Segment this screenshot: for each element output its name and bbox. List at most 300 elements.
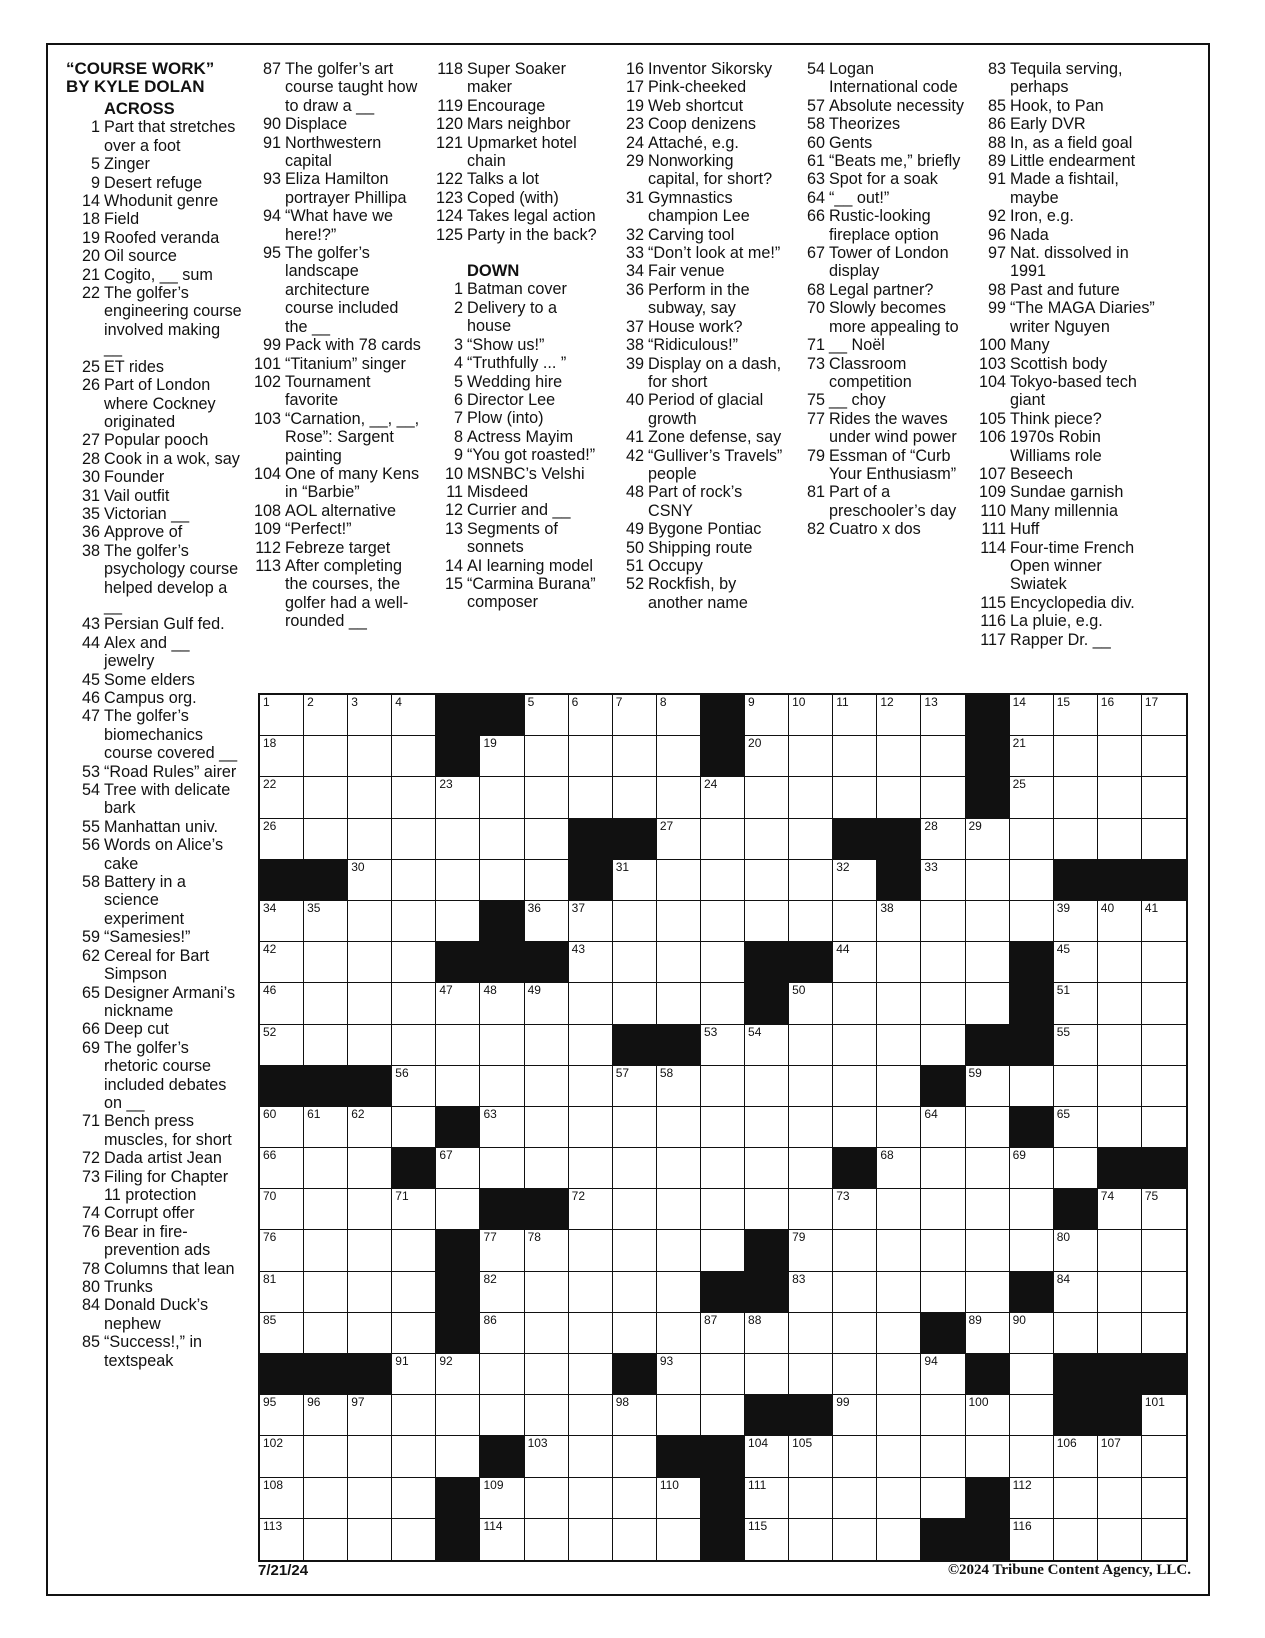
grid-cell[interactable] bbox=[1098, 1230, 1142, 1271]
grid-cell[interactable] bbox=[1142, 1313, 1186, 1354]
grid-cell[interactable] bbox=[1054, 901, 1098, 942]
grid-cell[interactable] bbox=[921, 1395, 965, 1436]
grid-cell[interactable] bbox=[1054, 695, 1098, 736]
grid-cell[interactable] bbox=[1142, 1519, 1186, 1560]
grid-cell[interactable] bbox=[348, 819, 392, 860]
grid-cell[interactable] bbox=[1142, 901, 1186, 942]
grid-cell[interactable] bbox=[525, 736, 569, 777]
grid-cell[interactable] bbox=[745, 1478, 789, 1519]
grid-cell[interactable] bbox=[657, 777, 701, 818]
grid-cell[interactable] bbox=[348, 1395, 392, 1436]
grid-cell[interactable] bbox=[480, 819, 524, 860]
grid-cell[interactable] bbox=[348, 1230, 392, 1271]
grid-cell[interactable] bbox=[877, 1313, 921, 1354]
grid-cell[interactable] bbox=[392, 819, 436, 860]
grid-cell[interactable] bbox=[1142, 1436, 1186, 1477]
grid-cell[interactable] bbox=[1054, 1025, 1098, 1066]
grid-cell[interactable] bbox=[436, 819, 480, 860]
grid-cell[interactable] bbox=[877, 901, 921, 942]
grid-cell[interactable] bbox=[966, 1272, 1010, 1313]
grid-cell[interactable] bbox=[966, 1395, 1010, 1436]
grid-cell[interactable] bbox=[569, 1436, 613, 1477]
grid-cell[interactable] bbox=[745, 1066, 789, 1107]
grid-cell[interactable] bbox=[966, 942, 1010, 983]
grid-cell[interactable] bbox=[480, 1107, 524, 1148]
grid-cell[interactable] bbox=[701, 819, 745, 860]
grid-cell[interactable] bbox=[789, 1519, 833, 1560]
grid-cell[interactable] bbox=[480, 1478, 524, 1519]
grid-cell[interactable] bbox=[1054, 777, 1098, 818]
grid-cell[interactable] bbox=[1054, 1478, 1098, 1519]
grid-cell[interactable] bbox=[833, 1436, 877, 1477]
grid-cell[interactable] bbox=[921, 1230, 965, 1271]
grid-cell[interactable] bbox=[1010, 1436, 1054, 1477]
grid-cell[interactable] bbox=[701, 1395, 745, 1436]
grid-cell[interactable] bbox=[525, 1436, 569, 1477]
grid-cell[interactable] bbox=[921, 1148, 965, 1189]
grid-cell[interactable] bbox=[966, 983, 1010, 1024]
grid-cell[interactable] bbox=[657, 1395, 701, 1436]
grid-cell[interactable] bbox=[701, 983, 745, 1024]
grid-cell[interactable] bbox=[1010, 1230, 1054, 1271]
grid-cell[interactable] bbox=[966, 819, 1010, 860]
grid-cell[interactable] bbox=[613, 1395, 657, 1436]
grid-cell[interactable] bbox=[1142, 1025, 1186, 1066]
grid-cell[interactable] bbox=[613, 1066, 657, 1107]
grid-cell[interactable] bbox=[260, 1436, 304, 1477]
grid-cell[interactable] bbox=[1142, 1395, 1186, 1436]
grid-cell[interactable] bbox=[1142, 777, 1186, 818]
grid-cell[interactable] bbox=[525, 1313, 569, 1354]
grid-cell[interactable] bbox=[613, 1313, 657, 1354]
grid-cell[interactable] bbox=[392, 777, 436, 818]
grid-cell[interactable] bbox=[1142, 942, 1186, 983]
grid-cell[interactable] bbox=[525, 1230, 569, 1271]
grid-cell[interactable] bbox=[525, 1107, 569, 1148]
grid-cell[interactable] bbox=[877, 1519, 921, 1560]
grid-cell[interactable] bbox=[789, 736, 833, 777]
grid-cell[interactable] bbox=[789, 983, 833, 1024]
grid-cell[interactable] bbox=[789, 860, 833, 901]
grid-cell[interactable] bbox=[304, 1272, 348, 1313]
grid-cell[interactable] bbox=[657, 1272, 701, 1313]
grid-cell[interactable] bbox=[613, 1148, 657, 1189]
grid-cell[interactable] bbox=[833, 1354, 877, 1395]
grid-cell[interactable] bbox=[348, 1107, 392, 1148]
grid-cell[interactable] bbox=[877, 1066, 921, 1107]
grid-cell[interactable] bbox=[833, 1025, 877, 1066]
grid-cell[interactable] bbox=[480, 1519, 524, 1560]
grid-cell[interactable] bbox=[701, 1189, 745, 1230]
grid-cell[interactable] bbox=[480, 777, 524, 818]
grid-cell[interactable] bbox=[921, 983, 965, 1024]
grid-cell[interactable] bbox=[657, 1519, 701, 1560]
grid-cell[interactable] bbox=[392, 1395, 436, 1436]
grid-cell[interactable] bbox=[745, 819, 789, 860]
grid-cell[interactable] bbox=[569, 901, 613, 942]
grid-cell[interactable] bbox=[525, 1395, 569, 1436]
grid-cell[interactable] bbox=[348, 860, 392, 901]
grid-cell[interactable] bbox=[569, 1395, 613, 1436]
grid-cell[interactable] bbox=[833, 983, 877, 1024]
grid-cell[interactable] bbox=[525, 1478, 569, 1519]
grid-cell[interactable] bbox=[1010, 1313, 1054, 1354]
grid-cell[interactable] bbox=[1010, 1066, 1054, 1107]
grid-cell[interactable] bbox=[569, 1272, 613, 1313]
grid-cell[interactable] bbox=[1098, 983, 1142, 1024]
grid-cell[interactable] bbox=[525, 1148, 569, 1189]
grid-cell[interactable] bbox=[657, 983, 701, 1024]
grid-cell[interactable] bbox=[480, 983, 524, 1024]
grid-cell[interactable] bbox=[833, 1478, 877, 1519]
grid-cell[interactable] bbox=[921, 942, 965, 983]
grid-cell[interactable] bbox=[348, 1189, 392, 1230]
grid-cell[interactable] bbox=[877, 1478, 921, 1519]
grid-cell[interactable] bbox=[613, 777, 657, 818]
grid-cell[interactable] bbox=[525, 860, 569, 901]
grid-cell[interactable] bbox=[304, 1230, 348, 1271]
grid-cell[interactable] bbox=[1098, 1313, 1142, 1354]
grid-cell[interactable] bbox=[966, 1148, 1010, 1189]
grid-cell[interactable] bbox=[260, 1230, 304, 1271]
grid-cell[interactable] bbox=[745, 1025, 789, 1066]
grid-cell[interactable] bbox=[1054, 1272, 1098, 1313]
grid-cell[interactable] bbox=[392, 1272, 436, 1313]
grid-cell[interactable] bbox=[569, 1148, 613, 1189]
grid-cell[interactable] bbox=[877, 1107, 921, 1148]
grid-cell[interactable] bbox=[1142, 1107, 1186, 1148]
grid-cell[interactable] bbox=[701, 901, 745, 942]
grid-cell[interactable] bbox=[789, 1066, 833, 1107]
grid-cell[interactable] bbox=[480, 736, 524, 777]
grid-cell[interactable] bbox=[657, 1148, 701, 1189]
grid-cell[interactable] bbox=[701, 1025, 745, 1066]
grid-cell[interactable] bbox=[657, 695, 701, 736]
grid-cell[interactable] bbox=[260, 1189, 304, 1230]
grid-cell[interactable] bbox=[877, 777, 921, 818]
grid-cell[interactable] bbox=[1054, 983, 1098, 1024]
grid-cell[interactable] bbox=[833, 1272, 877, 1313]
grid-cell[interactable] bbox=[260, 1313, 304, 1354]
grid-cell[interactable] bbox=[260, 1478, 304, 1519]
grid-cell[interactable] bbox=[1010, 695, 1054, 736]
grid-cell[interactable] bbox=[392, 1436, 436, 1477]
grid-cell[interactable] bbox=[1010, 777, 1054, 818]
grid-cell[interactable] bbox=[480, 1148, 524, 1189]
grid-cell[interactable] bbox=[833, 901, 877, 942]
grid-cell[interactable] bbox=[921, 1189, 965, 1230]
grid-cell[interactable] bbox=[392, 942, 436, 983]
grid-cell[interactable] bbox=[657, 1189, 701, 1230]
grid-cell[interactable] bbox=[1010, 819, 1054, 860]
grid-cell[interactable] bbox=[921, 736, 965, 777]
grid-cell[interactable] bbox=[877, 1272, 921, 1313]
grid-cell[interactable] bbox=[701, 1230, 745, 1271]
grid-cell[interactable] bbox=[260, 1025, 304, 1066]
grid-cell[interactable] bbox=[569, 1025, 613, 1066]
grid-cell[interactable] bbox=[966, 1066, 1010, 1107]
grid-cell[interactable] bbox=[745, 1313, 789, 1354]
grid-cell[interactable] bbox=[304, 1189, 348, 1230]
grid-cell[interactable] bbox=[789, 1025, 833, 1066]
grid-cell[interactable] bbox=[877, 1189, 921, 1230]
grid-cell[interactable] bbox=[701, 1313, 745, 1354]
grid-cell[interactable] bbox=[480, 1313, 524, 1354]
grid-cell[interactable] bbox=[569, 1066, 613, 1107]
grid-cell[interactable] bbox=[789, 1107, 833, 1148]
grid-cell[interactable] bbox=[392, 695, 436, 736]
grid-cell[interactable] bbox=[392, 1519, 436, 1560]
grid-cell[interactable] bbox=[789, 1313, 833, 1354]
grid-cell[interactable] bbox=[966, 1107, 1010, 1148]
grid-cell[interactable] bbox=[877, 1436, 921, 1477]
grid-cell[interactable] bbox=[877, 695, 921, 736]
grid-cell[interactable] bbox=[966, 1189, 1010, 1230]
grid-cell[interactable] bbox=[1098, 1272, 1142, 1313]
grid-cell[interactable] bbox=[657, 819, 701, 860]
grid-cell[interactable] bbox=[701, 1148, 745, 1189]
grid-cell[interactable] bbox=[304, 1107, 348, 1148]
grid-cell[interactable] bbox=[613, 1519, 657, 1560]
grid-cell[interactable] bbox=[877, 1025, 921, 1066]
grid-cell[interactable] bbox=[745, 901, 789, 942]
grid-cell[interactable] bbox=[392, 1313, 436, 1354]
grid-cell[interactable] bbox=[1142, 1478, 1186, 1519]
grid-cell[interactable] bbox=[1098, 1189, 1142, 1230]
grid-cell[interactable] bbox=[260, 1148, 304, 1189]
grid-cell[interactable] bbox=[701, 1066, 745, 1107]
grid-cell[interactable] bbox=[392, 1066, 436, 1107]
grid-cell[interactable] bbox=[877, 1148, 921, 1189]
grid-cell[interactable] bbox=[392, 983, 436, 1024]
grid-cell[interactable] bbox=[569, 1189, 613, 1230]
grid-cell[interactable] bbox=[1098, 942, 1142, 983]
grid-cell[interactable] bbox=[348, 736, 392, 777]
grid-cell[interactable] bbox=[789, 1478, 833, 1519]
grid-cell[interactable] bbox=[348, 942, 392, 983]
grid-cell[interactable] bbox=[348, 1272, 392, 1313]
grid-cell[interactable] bbox=[436, 777, 480, 818]
grid-cell[interactable] bbox=[392, 901, 436, 942]
grid-cell[interactable] bbox=[348, 1519, 392, 1560]
grid-cell[interactable] bbox=[833, 1395, 877, 1436]
grid-cell[interactable] bbox=[304, 942, 348, 983]
grid-cell[interactable] bbox=[789, 819, 833, 860]
grid-cell[interactable] bbox=[833, 860, 877, 901]
grid-cell[interactable] bbox=[789, 777, 833, 818]
grid-cell[interactable] bbox=[921, 1478, 965, 1519]
grid-cell[interactable] bbox=[613, 1230, 657, 1271]
grid-cell[interactable] bbox=[1010, 1519, 1054, 1560]
grid-cell[interactable] bbox=[877, 942, 921, 983]
grid-cell[interactable] bbox=[877, 1230, 921, 1271]
grid-cell[interactable] bbox=[436, 901, 480, 942]
grid-cell[interactable] bbox=[921, 1436, 965, 1477]
grid-cell[interactable] bbox=[613, 1478, 657, 1519]
grid-cell[interactable] bbox=[657, 860, 701, 901]
grid-cell[interactable] bbox=[569, 1519, 613, 1560]
grid-cell[interactable] bbox=[1010, 901, 1054, 942]
grid-cell[interactable] bbox=[1142, 1189, 1186, 1230]
grid-cell[interactable] bbox=[1010, 736, 1054, 777]
grid-cell[interactable] bbox=[833, 1189, 877, 1230]
grid-cell[interactable] bbox=[833, 736, 877, 777]
grid-cell[interactable] bbox=[833, 942, 877, 983]
grid-cell[interactable] bbox=[966, 1313, 1010, 1354]
grid-cell[interactable] bbox=[745, 860, 789, 901]
grid-cell[interactable] bbox=[921, 1025, 965, 1066]
grid-cell[interactable] bbox=[745, 1189, 789, 1230]
grid-cell[interactable] bbox=[1142, 695, 1186, 736]
grid-cell[interactable] bbox=[392, 1478, 436, 1519]
grid-cell[interactable] bbox=[525, 819, 569, 860]
grid-cell[interactable] bbox=[745, 1354, 789, 1395]
grid-cell[interactable] bbox=[877, 1354, 921, 1395]
grid-cell[interactable] bbox=[745, 777, 789, 818]
grid-cell[interactable] bbox=[304, 983, 348, 1024]
grid-cell[interactable] bbox=[1054, 1066, 1098, 1107]
grid-cell[interactable] bbox=[304, 777, 348, 818]
grid-cell[interactable] bbox=[525, 1272, 569, 1313]
grid-cell[interactable] bbox=[348, 901, 392, 942]
grid-cell[interactable] bbox=[966, 860, 1010, 901]
grid-cell[interactable] bbox=[657, 736, 701, 777]
grid-cell[interactable] bbox=[348, 1436, 392, 1477]
grid-cell[interactable] bbox=[1098, 1066, 1142, 1107]
grid-cell[interactable] bbox=[392, 1025, 436, 1066]
grid-cell[interactable] bbox=[569, 942, 613, 983]
grid-cell[interactable] bbox=[304, 1478, 348, 1519]
grid-cell[interactable] bbox=[436, 983, 480, 1024]
grid-cell[interactable] bbox=[480, 1272, 524, 1313]
grid-cell[interactable] bbox=[1098, 819, 1142, 860]
grid-cell[interactable] bbox=[348, 1148, 392, 1189]
grid-cell[interactable] bbox=[1054, 942, 1098, 983]
grid-cell[interactable] bbox=[348, 983, 392, 1024]
grid-cell[interactable] bbox=[1010, 1478, 1054, 1519]
grid-cell[interactable] bbox=[921, 1272, 965, 1313]
grid-cell[interactable] bbox=[1142, 983, 1186, 1024]
grid-cell[interactable] bbox=[657, 901, 701, 942]
grid-cell[interactable] bbox=[348, 1313, 392, 1354]
grid-cell[interactable] bbox=[1142, 1230, 1186, 1271]
grid-cell[interactable] bbox=[613, 901, 657, 942]
grid-cell[interactable] bbox=[745, 695, 789, 736]
grid-cell[interactable] bbox=[789, 1230, 833, 1271]
grid-cell[interactable] bbox=[480, 1025, 524, 1066]
grid-cell[interactable] bbox=[260, 1272, 304, 1313]
grid-cell[interactable] bbox=[877, 736, 921, 777]
grid-cell[interactable] bbox=[701, 942, 745, 983]
grid-cell[interactable] bbox=[436, 1066, 480, 1107]
grid-cell[interactable] bbox=[613, 1189, 657, 1230]
grid-cell[interactable] bbox=[436, 1354, 480, 1395]
grid-cell[interactable] bbox=[304, 1519, 348, 1560]
grid-cell[interactable] bbox=[480, 1066, 524, 1107]
grid-cell[interactable] bbox=[304, 1025, 348, 1066]
grid-cell[interactable] bbox=[833, 1313, 877, 1354]
grid-cell[interactable] bbox=[701, 1354, 745, 1395]
grid-cell[interactable] bbox=[569, 1478, 613, 1519]
grid-cell[interactable] bbox=[348, 777, 392, 818]
grid-cell[interactable] bbox=[745, 1519, 789, 1560]
grid-cell[interactable] bbox=[436, 1148, 480, 1189]
grid-cell[interactable] bbox=[657, 1354, 701, 1395]
grid-cell[interactable] bbox=[613, 1436, 657, 1477]
grid-cell[interactable] bbox=[569, 1354, 613, 1395]
grid-cell[interactable] bbox=[966, 1230, 1010, 1271]
grid-cell[interactable] bbox=[1098, 1107, 1142, 1148]
grid-cell[interactable] bbox=[745, 1436, 789, 1477]
grid-cell[interactable] bbox=[657, 1230, 701, 1271]
grid-cell[interactable] bbox=[833, 1066, 877, 1107]
grid-cell[interactable] bbox=[833, 695, 877, 736]
grid-cell[interactable] bbox=[436, 860, 480, 901]
grid-cell[interactable] bbox=[789, 1148, 833, 1189]
grid-cell[interactable] bbox=[789, 1272, 833, 1313]
grid-cell[interactable] bbox=[1098, 1478, 1142, 1519]
grid-cell[interactable] bbox=[1054, 1230, 1098, 1271]
grid-cell[interactable] bbox=[1098, 736, 1142, 777]
grid-cell[interactable] bbox=[1098, 1025, 1142, 1066]
grid-cell[interactable] bbox=[1010, 1189, 1054, 1230]
grid-cell[interactable] bbox=[966, 1436, 1010, 1477]
grid-cell[interactable] bbox=[1054, 1519, 1098, 1560]
grid-cell[interactable] bbox=[569, 695, 613, 736]
grid-cell[interactable] bbox=[480, 860, 524, 901]
grid-cell[interactable] bbox=[525, 1519, 569, 1560]
grid-cell[interactable] bbox=[657, 1478, 701, 1519]
grid-cell[interactable] bbox=[525, 1354, 569, 1395]
grid-cell[interactable] bbox=[260, 819, 304, 860]
grid-cell[interactable] bbox=[525, 777, 569, 818]
grid-cell[interactable] bbox=[304, 1148, 348, 1189]
grid-cell[interactable] bbox=[657, 942, 701, 983]
grid-cell[interactable] bbox=[613, 983, 657, 1024]
grid-cell[interactable] bbox=[701, 860, 745, 901]
grid-cell[interactable] bbox=[480, 1354, 524, 1395]
grid-cell[interactable] bbox=[921, 1107, 965, 1148]
grid-cell[interactable] bbox=[436, 1395, 480, 1436]
grid-cell[interactable] bbox=[1098, 1519, 1142, 1560]
grid-cell[interactable] bbox=[304, 1313, 348, 1354]
grid-cell[interactable] bbox=[260, 1107, 304, 1148]
grid-cell[interactable] bbox=[1054, 1107, 1098, 1148]
grid-cell[interactable] bbox=[569, 1107, 613, 1148]
grid-cell[interactable] bbox=[260, 901, 304, 942]
grid-cell[interactable] bbox=[260, 1519, 304, 1560]
grid-cell[interactable] bbox=[260, 695, 304, 736]
grid-cell[interactable] bbox=[657, 1313, 701, 1354]
grid-cell[interactable] bbox=[877, 1395, 921, 1436]
grid-cell[interactable] bbox=[921, 860, 965, 901]
grid-cell[interactable] bbox=[1054, 736, 1098, 777]
grid-cell[interactable] bbox=[921, 819, 965, 860]
grid-cell[interactable] bbox=[260, 777, 304, 818]
grid-cell[interactable] bbox=[1054, 1313, 1098, 1354]
grid-cell[interactable] bbox=[789, 901, 833, 942]
grid-cell[interactable] bbox=[833, 1107, 877, 1148]
grid-cell[interactable] bbox=[569, 777, 613, 818]
grid-cell[interactable] bbox=[1098, 901, 1142, 942]
grid-cell[interactable] bbox=[789, 1436, 833, 1477]
grid-cell[interactable] bbox=[1010, 1395, 1054, 1436]
grid-cell[interactable] bbox=[480, 1230, 524, 1271]
grid-cell[interactable] bbox=[480, 1395, 524, 1436]
grid-cell[interactable] bbox=[1142, 1066, 1186, 1107]
grid-cell[interactable] bbox=[833, 1230, 877, 1271]
grid-cell[interactable] bbox=[304, 1436, 348, 1477]
